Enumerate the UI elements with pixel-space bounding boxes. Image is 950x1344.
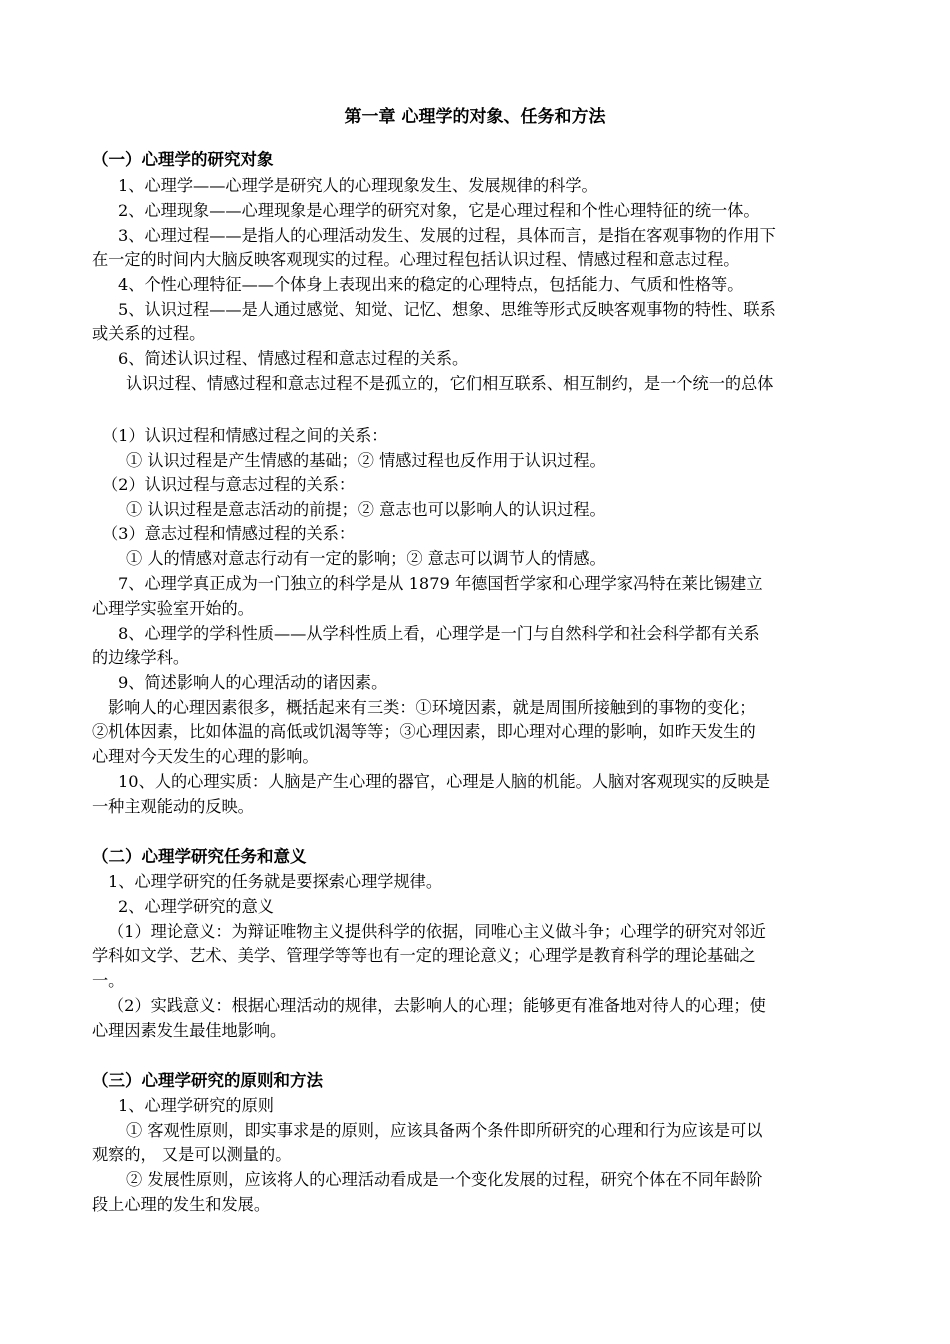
section-heading-1: （一）心理学的研究对象: [92, 150, 274, 169]
paragraph-line: 2、心理学研究的意义: [118, 897, 274, 916]
paragraph-line: 心理对今天发生的心理的影响。: [92, 747, 319, 766]
paragraph-line: ②机体因素，比如体温的高低或饥渴等等；③心理因素，即心理对心理的影响，如昨天发生的: [92, 722, 756, 741]
relation-heading: （3）意志过程和情感过程的关系：: [102, 524, 356, 543]
chapter-title: 第一章 心理学的对象、任务和方法: [344, 107, 606, 127]
section-heading-2: （二）心理学研究任务和意义: [92, 847, 307, 866]
paragraph-line: 8、心理学的学科性质——从学科性质上看，心理学是一门与自然科学和社会科学都有关系: [118, 624, 760, 643]
paragraph-line: 或关系的过程。: [92, 324, 206, 343]
paragraph-line: 1、心理学研究的原则: [118, 1096, 274, 1115]
paragraph-line: 2、心理现象——心理现象是心理学的研究对象，它是心理过程和个性心理特征的统一体。: [118, 201, 760, 220]
paragraph-line: 心理因素发生最佳地影响。: [92, 1021, 287, 1040]
paragraph-line: 观察的， 又是可以测量的。: [92, 1145, 292, 1164]
paragraph-line: 的边缘学科。: [92, 648, 190, 667]
paragraph-line: 3、心理过程——是指人的心理活动发生、发展的过程，具体而言，是指在客观事物的作用下: [118, 226, 776, 245]
paragraph-line: （1）理论意义：为辩证唯物主义提供科学的依据，同唯心主义做斗争；心理学的研究对邻近: [108, 922, 766, 941]
paragraph-line: ① 客观性原则，即实事求是的原则，应该具备两个条件即所研究的心理和行为应该是可以: [126, 1121, 763, 1140]
paragraph-line: 学科如文学、艺术、美学、管理学等等也有一定的理论意义；心理学是教育科学的理论基础之: [92, 946, 756, 965]
paragraph-line: 段上心理的发生和发展。: [92, 1195, 271, 1214]
paragraph-line: 4、个性心理特征——个体身上表现出来的稳定的心理特点，包括能力、气质和性格等。: [118, 275, 744, 294]
relation-heading: （1）认识过程和情感过程之间的关系：: [102, 426, 388, 445]
relation-item: ① 认识过程是意志活动的前提；② 意志也可以影响人的认识过程。: [126, 500, 606, 519]
paragraph-line: 10、人的心理实质：人脑是产生心理的器官，心理是人脑的机能。人脑对客观现实的反映是: [118, 772, 770, 791]
relation-item: ① 人的情感对意志行动有一定的影响；② 意志可以调节人的情感。: [126, 549, 606, 568]
paragraph-line: 1、心理学——心理学是研究人的心理现象发生、发展规律的科学。: [118, 176, 598, 195]
paragraph-line: （2）实践意义：根据心理活动的规律，去影响人的心理；能够更有准备地对待人的心理；使: [108, 996, 766, 1015]
paragraph-line: 一。: [92, 971, 125, 990]
paragraph-line: 影响人的心理因素很多，概括起来有三类：①环境因素，就是周围所接触到的事物的变化；: [108, 698, 756, 717]
section-heading-3: （三）心理学研究的原则和方法: [92, 1071, 323, 1090]
paragraph-line: ② 发展性原则，应该将人的心理活动看成是一个变化发展的过程，研究个体在不同年龄阶: [126, 1170, 763, 1189]
paragraph-line: 在一定的时间内大脑反映客观现实的过程。心理过程包括认识过程、情感过程和意志过程。: [92, 250, 740, 269]
paragraph-line: 1、心理学研究的任务就是要探索心理学规律。: [108, 872, 443, 891]
paragraph-line: 7、心理学真正成为一门独立的科学是从 1879 年德国哲学家和心理学家冯特在莱比锡建立: [118, 574, 763, 593]
paragraph-line: 6、简述认识过程、情感过程和意志过程的关系。: [118, 349, 469, 368]
paragraph-line: 认识过程、情感过程和意志过程不是孤立的，它们相互联系、相互制约，是一个统一的总体: [126, 374, 774, 393]
relation-item: ① 认识过程是产生情感的基础；② 情感过程也反作用于认识过程。: [126, 451, 606, 470]
paragraph-line: 心理学实验室开始的。: [92, 599, 254, 618]
paragraph-line: 5、认识过程——是人通过感觉、知觉、记忆、想象、思维等形式反映客观事物的特性、联系: [118, 300, 776, 319]
paragraph-line: 9、简述影响人的心理活动的诸因素。: [118, 673, 388, 692]
paragraph-line: 一种主观能动的反映。: [92, 797, 254, 816]
relation-heading: （2）认识过程与意志过程的关系：: [102, 475, 356, 494]
